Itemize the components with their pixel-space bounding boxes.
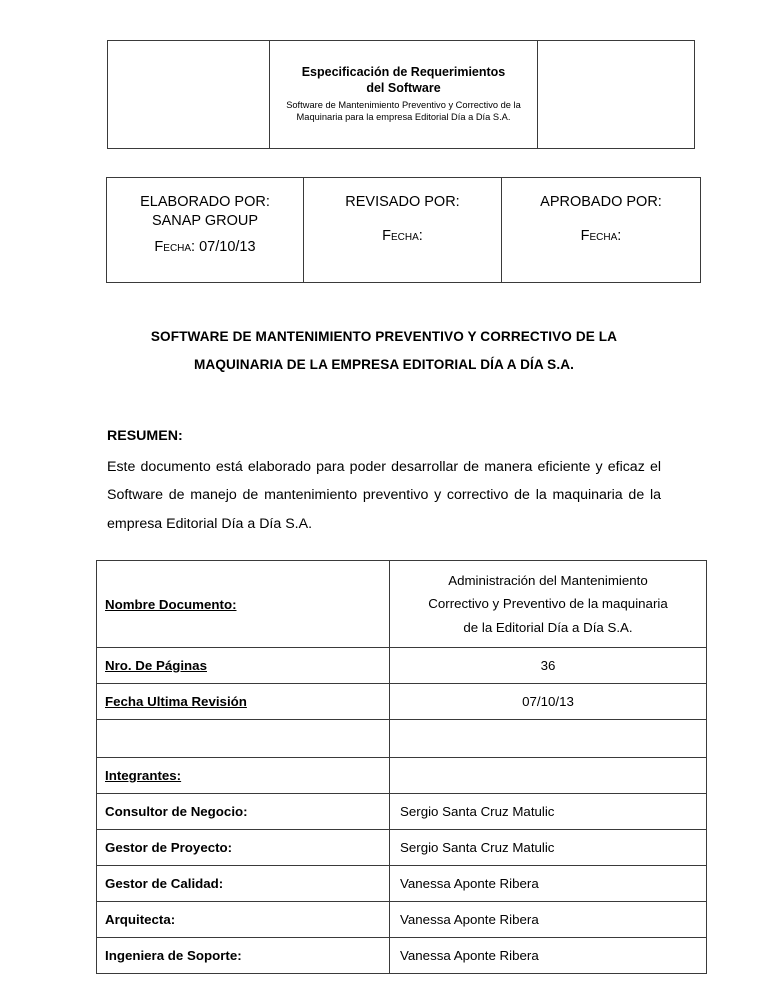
header-logo-cell	[108, 41, 270, 149]
table-row	[97, 758, 707, 794]
page-title-line-2: MAQUINARIA DE LA EMPRESA EDITORIAL DÍA A DÍA S.A.	[193, 356, 574, 372]
table-row	[97, 866, 707, 902]
signoff-role-elaborado: ELABORADO POR: SANAP GROUP	[140, 194, 270, 230]
table-row	[97, 902, 707, 938]
metadata-label-fecha-ultima-revision: Fecha Ultima Revisión	[97, 684, 390, 720]
header-subtitle-text: Software de Mantenimiento Preventivo y Correctivo de la Maquinaria para la empresa Editorial Día a Día S.A.	[286, 99, 521, 123]
header-title-text: Especificación de Requerimientos del Software	[301, 65, 506, 95]
metadata-label-integrantes: Integrantes:	[97, 758, 390, 794]
metadata-value-ingeniera-de-soporte: Vanessa Aponte Ribera	[390, 938, 707, 974]
metadata-label-nombre-documento: Nombre Documento:	[97, 561, 390, 648]
metadata-value-integrantes	[390, 758, 707, 794]
document-metadata-table	[96, 560, 707, 974]
signoff-date-elaborado: Fecha: 07/10/13	[154, 238, 256, 255]
metadata-value-consultor-de-negocio: Sergio Santa Cruz Matulic	[390, 794, 707, 830]
header-code-cell	[538, 41, 695, 149]
document-header-table	[107, 40, 695, 149]
metadata-label-consultor-de-negocio: Consultor de Negocio:	[97, 794, 390, 830]
table-row	[97, 648, 707, 684]
metadata-value-nombre-documento: Administración del Mantenimiento Correctivo y Preventivo de la maquinaria de la Editorial Día a Día S.A.	[390, 561, 707, 648]
resumen-heading: RESUMEN:	[107, 428, 183, 444]
signoff-cell-aprobado	[502, 178, 701, 283]
signoff-cell-revisado	[304, 178, 502, 283]
metadata-value-gestor-de-calidad: Vanessa Aponte Ribera	[390, 866, 707, 902]
metadata-value-gestor-de-proyecto: Sergio Santa Cruz Matulic	[390, 830, 707, 866]
page-title	[107, 323, 661, 379]
metadata-label-arquitecta: Arquitecta:	[97, 902, 390, 938]
metadata-value-fecha-ultima-revision: 07/10/13	[390, 684, 707, 720]
resumen-section	[107, 428, 661, 538]
metadata-label-gestor-de-proyecto: Gestor de Proyecto:	[97, 830, 390, 866]
header-title-cell	[270, 41, 538, 149]
table-row-spacer	[97, 720, 707, 758]
resumen-body: Este documento está elaborado para poder desarrollar de manera eficiente y eficaz el Software de manejo de mantenimiento preventivo y correctivo de la maquinaria de la empresa Editorial Día a Día S.A.	[107, 459, 661, 532]
signoff-table	[106, 177, 701, 283]
table-row	[107, 178, 701, 283]
metadata-label-gestor-de-calidad: Gestor de Calidad:	[97, 866, 390, 902]
metadata-value-blank	[390, 720, 707, 758]
table-row	[97, 830, 707, 866]
table-row	[108, 41, 695, 149]
page-title-line-1: SOFTWARE DE MANTENIMIENTO PREVENTIVO Y CORRECTIVO DE LA	[150, 329, 618, 344]
signoff-role-revisado: REVISADO POR:	[345, 194, 460, 210]
metadata-label-ingeniera-de-soporte: Ingeniera de Soporte:	[97, 938, 390, 974]
signoff-role-aprobado: APROBADO POR:	[540, 194, 662, 210]
table-row	[97, 684, 707, 720]
metadata-label-nro-paginas: Nro. De Páginas	[97, 648, 390, 684]
metadata-value-arquitecta: Vanessa Aponte Ribera	[390, 902, 707, 938]
signoff-date-revisado: Fecha:	[382, 228, 423, 245]
signoff-date-aprobado: Fecha:	[580, 228, 622, 245]
signoff-cell-elaborado	[107, 178, 304, 283]
table-row	[97, 794, 707, 830]
metadata-label-blank	[97, 720, 390, 758]
table-row	[97, 561, 707, 648]
metadata-value-nro-paginas: 36	[390, 648, 707, 684]
table-row	[97, 938, 707, 974]
